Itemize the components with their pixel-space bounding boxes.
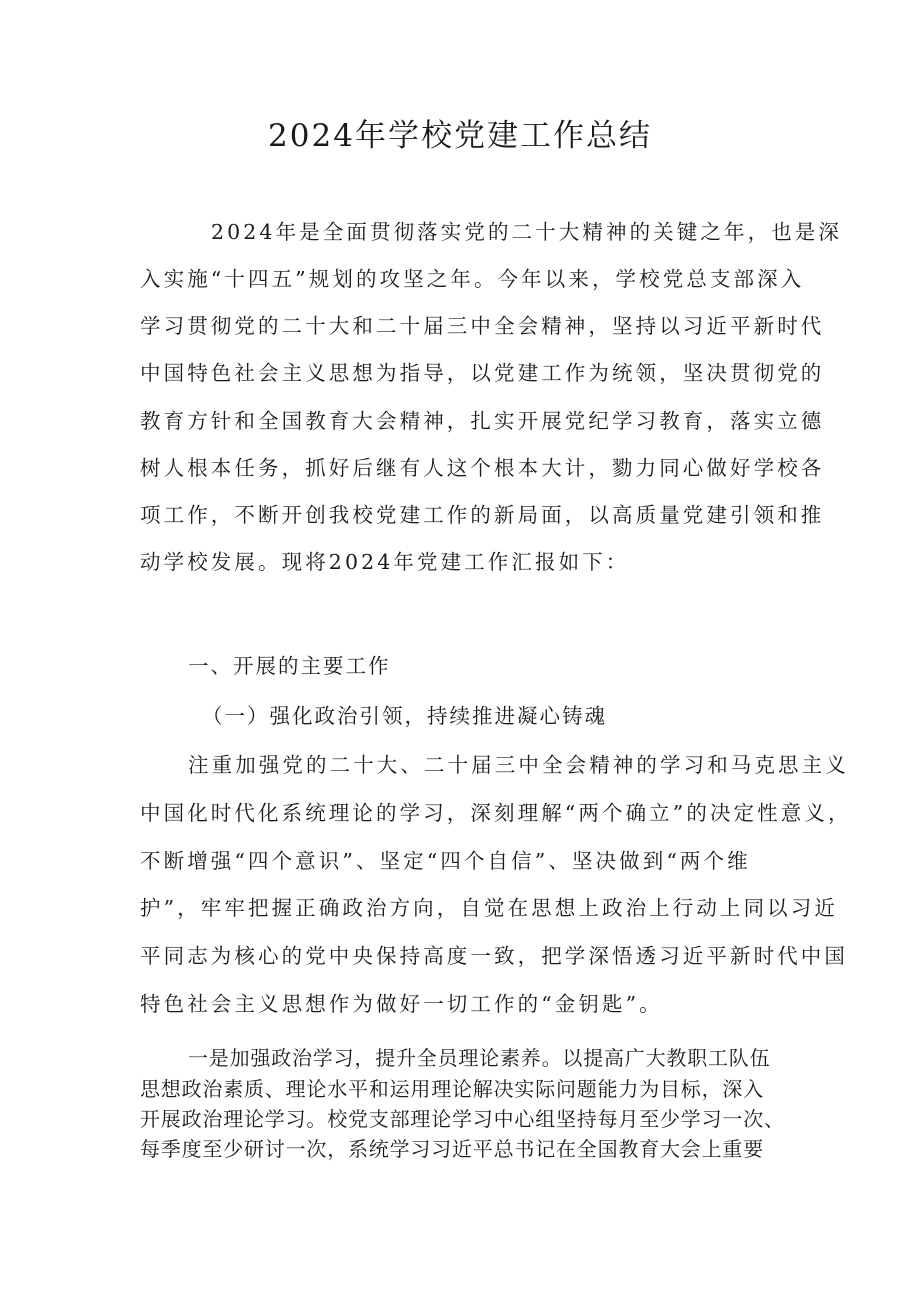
body-line: 特色社会主义思想作为做好一切工作的“金钥匙”。 — [140, 992, 663, 1016]
intro-line: 2024年是全面贯彻落实党的二十大精神的关键之年，也是深 — [211, 220, 842, 244]
body-line: 护”，牢牢把握正确政治方向，自觉在思想上政治上行动上同以习近 — [140, 896, 838, 920]
point-line: 每季度至少研讨一次，系统学习习近平总书记在全国教育大会上重要 — [140, 1137, 764, 1161]
intro-line: 教育方针和全国教育大会精神，扎实开展党纪学习教育，落实立德 — [140, 409, 825, 433]
point-line: 开展政治理论学习。校党支部理论学习中心组坚持每月至少学习一次、 — [140, 1107, 785, 1131]
intro-line: 树人根本任务，抓好后继有人这个根本大计，勠力同心做好学校各 — [140, 456, 825, 480]
body-line: 中国化时代化系统理论的学习，深刻理解“两个确立”的决定性意义， — [140, 801, 852, 825]
section-heading: 一、开展的主要工作 — [188, 654, 391, 678]
intro-line: 项工作，不断开创我校党建工作的新局面，以高质量党建引领和推 — [140, 503, 825, 527]
body-line: 不断增强“四个意识”、坚定“四个自信”、坚决做到“两个维 — [140, 849, 751, 873]
intro-line: 学习贯彻党的二十大和二十届三中全会精神，坚持以习近平新时代 — [140, 314, 825, 338]
document-title: 2024年学校党建工作总结 — [268, 118, 652, 154]
intro-line: 中国特色社会主义思想为指导，以党建工作为统领，坚决贯彻党的 — [140, 361, 825, 385]
intro-line: 动学校发展。现将2024年党建工作汇报如下： — [140, 550, 630, 574]
body-line: 注重加强党的二十大、二十届三中全会精神的学习和马克思主义 — [188, 753, 849, 777]
point-line: 思想政治素质、理论水平和运用理论解决实际问题能力为目标，深入 — [140, 1077, 764, 1101]
body-line: 平同志为核心的党中央保持高度一致，把学深悟透习近平新时代中国 — [140, 944, 848, 968]
intro-line: 入实施“十四五”规划的攻坚之年。今年以来，学校党总支部深入 — [140, 267, 805, 291]
subsection-heading: （一）强化政治引领，持续推进凝心铸魂 — [202, 704, 607, 728]
point-line: 一是加强政治学习，提升全员理论素养。以提高广大教职工队伍 — [188, 1046, 771, 1070]
